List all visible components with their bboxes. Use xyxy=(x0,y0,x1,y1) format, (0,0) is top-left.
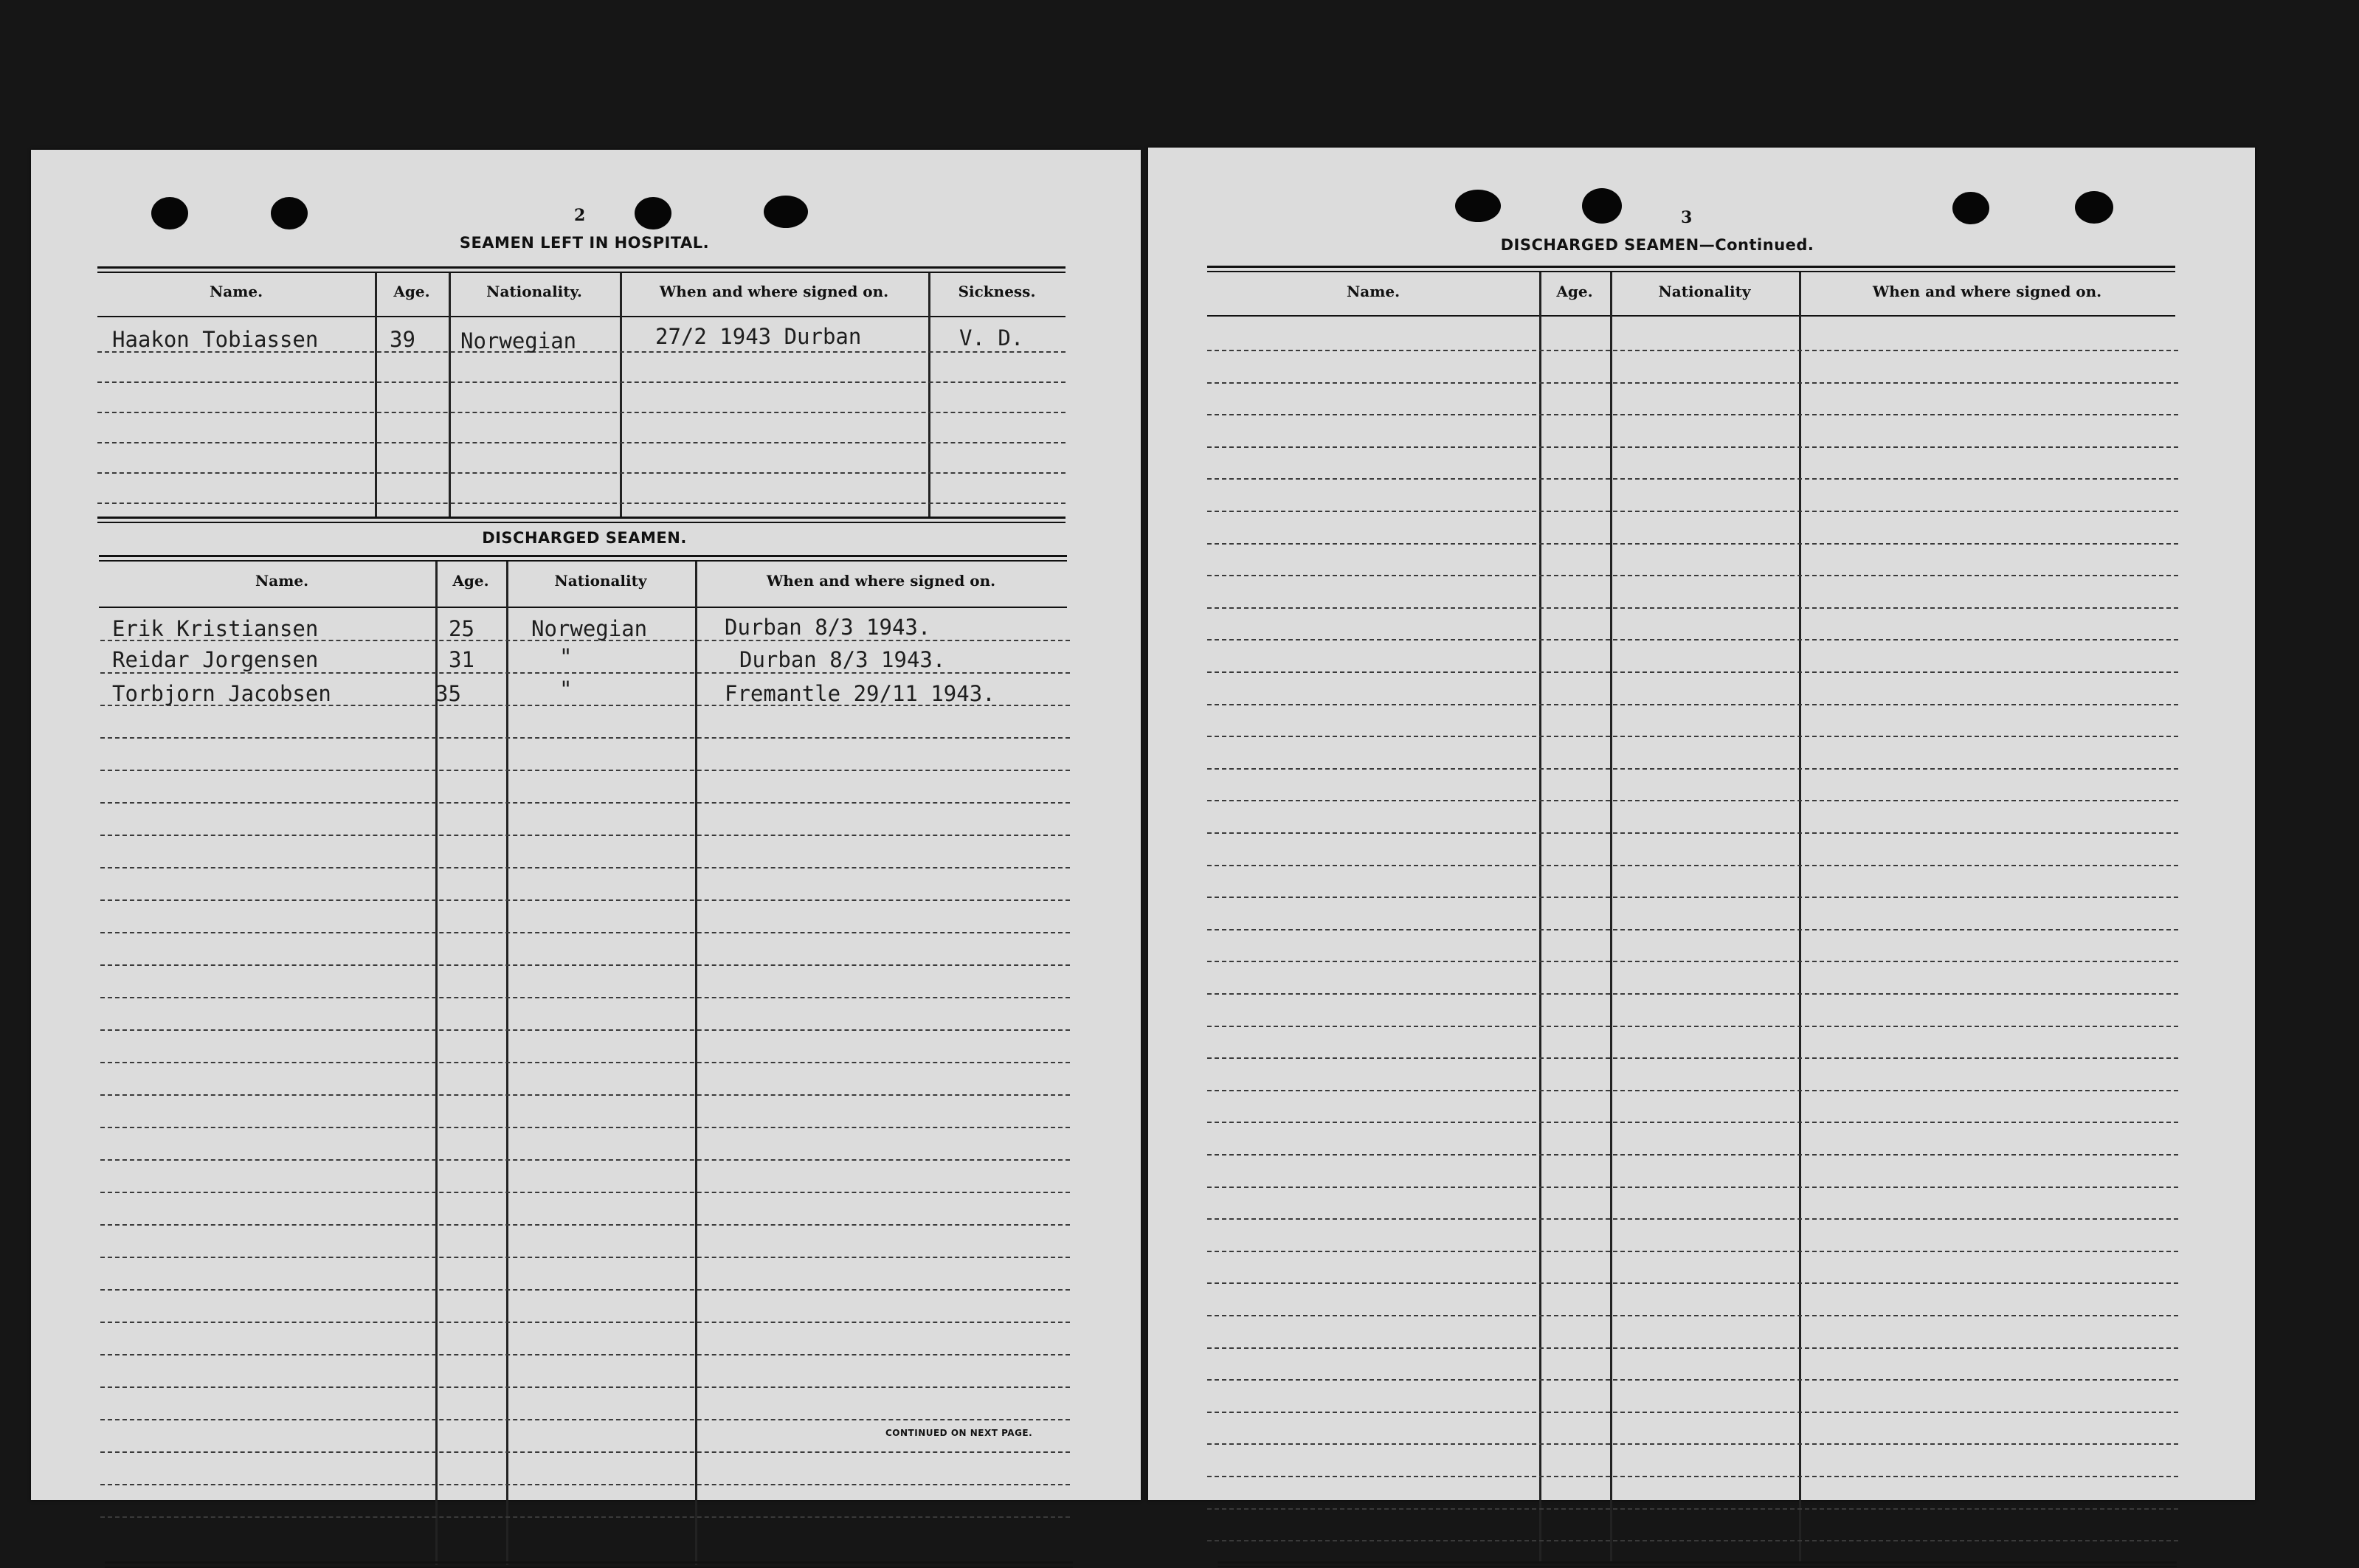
row-line xyxy=(1207,865,2178,866)
discharged-signed-on: Durban 8/3 1943. xyxy=(739,647,946,672)
row-line xyxy=(100,1386,1070,1388)
row-line xyxy=(100,964,1070,966)
hospital-sickness: V. D. xyxy=(959,325,1024,350)
row-line xyxy=(100,1224,1070,1226)
column-divider xyxy=(449,273,451,517)
row-line xyxy=(1207,639,2178,640)
col-head-nationality: Nationality xyxy=(554,572,647,590)
row-line xyxy=(1207,350,2178,351)
row-line xyxy=(100,1062,1070,1063)
row-line xyxy=(1207,704,2178,705)
row-line xyxy=(1207,993,2178,995)
page-number: 2 xyxy=(574,206,586,225)
row-line xyxy=(97,412,1065,413)
row-line xyxy=(100,705,1070,706)
row-line xyxy=(100,1354,1070,1355)
row-line xyxy=(100,770,1070,771)
continued-note: CONTINUED ON NEXT PAGE. xyxy=(885,1428,1033,1438)
col-head-age: Age. xyxy=(452,572,489,590)
discharged-nationality: " xyxy=(559,677,573,702)
row-line xyxy=(100,1289,1070,1291)
row-line xyxy=(1207,1122,2178,1123)
row-line xyxy=(1207,1379,2178,1381)
row-line xyxy=(100,1192,1070,1193)
row-line xyxy=(1207,1057,2178,1059)
row-line xyxy=(100,899,1070,901)
col-head-signed-on: When and where signed on. xyxy=(1872,283,2102,300)
punch-hole xyxy=(271,197,308,229)
row-line xyxy=(97,381,1065,383)
row-line xyxy=(100,1484,1070,1485)
row-line xyxy=(1207,543,2178,545)
table-top-rule xyxy=(99,555,1067,557)
table-top-rule xyxy=(97,272,1065,273)
punch-hole xyxy=(1952,192,1989,224)
punch-hole xyxy=(635,197,671,229)
left-page xyxy=(31,150,1141,1500)
row-line xyxy=(1207,929,2178,930)
section-bottom-rule xyxy=(97,517,1065,519)
row-line xyxy=(1207,511,2178,512)
row-line xyxy=(1207,446,2178,448)
row-line xyxy=(100,672,1070,674)
row-line xyxy=(1207,1154,2178,1156)
discharged-continued-title: DISCHARGED SEAMEN—Continued. xyxy=(1500,236,1814,254)
row-line xyxy=(1207,607,2178,609)
column-divider xyxy=(1610,272,1612,1564)
col-head-name: Name. xyxy=(255,572,309,590)
discharged-nationality: " xyxy=(559,644,573,669)
row-line xyxy=(1207,671,2178,673)
row-line xyxy=(100,1516,1070,1518)
table-bottom-rule xyxy=(105,1561,1073,1564)
right-page xyxy=(1148,148,2255,1500)
row-line xyxy=(1207,800,2178,801)
header-bottom-rule xyxy=(1207,315,2175,317)
row-line xyxy=(100,1257,1070,1258)
row-line xyxy=(97,502,1065,504)
row-line xyxy=(100,1322,1070,1323)
row-line xyxy=(1207,1282,2178,1284)
table-top-rule xyxy=(99,560,1067,562)
row-line xyxy=(100,997,1070,998)
table-top-rule xyxy=(97,266,1065,269)
column-divider xyxy=(506,562,508,1565)
row-line xyxy=(1207,1187,2178,1188)
punch-hole xyxy=(1582,188,1622,224)
header-bottom-rule xyxy=(99,607,1067,608)
row-line xyxy=(1207,1315,2178,1316)
row-line xyxy=(1207,1412,2178,1413)
table-top-rule xyxy=(1207,271,2175,272)
hospital-name: Haakon Tobiassen xyxy=(112,327,319,352)
row-line xyxy=(100,867,1070,868)
col-head-signed-on: When and where signed on. xyxy=(766,572,996,590)
discharged-age: 35 xyxy=(435,681,461,706)
col-head-sickness: Sickness. xyxy=(958,283,1036,300)
row-line xyxy=(100,1451,1070,1453)
col-head-age: Age. xyxy=(1556,283,1593,300)
header-bottom-rule xyxy=(97,316,1065,317)
table-bottom-rule xyxy=(1218,1566,2177,1567)
row-line xyxy=(1207,1347,2178,1349)
row-line xyxy=(97,472,1065,474)
row-line xyxy=(1207,414,2178,415)
row-line xyxy=(1207,768,2178,770)
col-head-age: Age. xyxy=(393,283,430,300)
row-line xyxy=(1207,832,2178,834)
hospital-section-title: SEAMEN LEFT IN HOSPITAL. xyxy=(459,234,710,252)
row-line xyxy=(1207,1026,2178,1027)
page-number: 3 xyxy=(1681,208,1693,227)
punch-hole xyxy=(1455,190,1501,222)
column-divider xyxy=(695,562,697,1565)
column-divider xyxy=(928,273,930,517)
discharged-signed-on: Durban 8/3 1943. xyxy=(725,615,931,640)
table-bottom-rule xyxy=(1218,1561,2177,1564)
discharged-name: Erik Kristiansen xyxy=(112,616,319,641)
discharged-name: Torbjorn Jacobsen xyxy=(112,681,331,706)
discharged-signed-on: Fremantle 29/11 1943. xyxy=(725,681,995,706)
hospital-nationality: Norwegian xyxy=(460,328,577,353)
column-divider xyxy=(1539,272,1541,1564)
row-line xyxy=(1207,961,2178,962)
col-head-signed-on: When and where signed on. xyxy=(659,283,889,300)
column-divider xyxy=(435,562,438,1565)
discharged-age: 31 xyxy=(449,647,474,672)
row-line xyxy=(100,1159,1070,1161)
row-line xyxy=(1207,1508,2178,1510)
row-line xyxy=(100,737,1070,739)
row-line xyxy=(100,640,1070,641)
row-line xyxy=(1207,897,2178,898)
table-top-rule xyxy=(1207,266,2175,268)
hospital-signed-on: 27/2 1943 Durban xyxy=(655,324,862,349)
row-line xyxy=(1207,382,2178,384)
column-divider xyxy=(375,273,377,517)
row-line xyxy=(100,1419,1070,1420)
row-line xyxy=(1207,575,2178,576)
row-line xyxy=(100,1029,1070,1031)
row-line xyxy=(97,442,1065,443)
column-divider xyxy=(620,273,622,517)
discharged-nationality: Norwegian xyxy=(531,616,648,641)
row-line xyxy=(100,1127,1070,1128)
row-line xyxy=(1207,478,2178,480)
row-line xyxy=(1207,1251,2178,1252)
row-line xyxy=(100,802,1070,804)
punch-hole xyxy=(764,196,808,228)
row-line xyxy=(100,835,1070,836)
row-line xyxy=(1207,736,2178,737)
col-head-name: Name. xyxy=(1346,283,1400,300)
hospital-age: 39 xyxy=(390,327,415,352)
section-bottom-rule xyxy=(97,522,1065,523)
col-head-nationality: Nationality xyxy=(1658,283,1751,300)
discharged-age: 25 xyxy=(449,616,474,641)
col-head-nationality: Nationality. xyxy=(486,283,582,300)
discharged-section-title: DISCHARGED SEAMEN. xyxy=(482,529,687,547)
row-line xyxy=(1207,1218,2178,1220)
row-line xyxy=(1207,1476,2178,1477)
row-line xyxy=(100,932,1070,933)
column-divider xyxy=(1799,272,1801,1564)
row-line xyxy=(100,1094,1070,1096)
row-line xyxy=(1207,1090,2178,1091)
discharged-name: Reidar Jorgensen xyxy=(112,647,319,672)
row-line xyxy=(1207,1540,2178,1541)
col-head-name: Name. xyxy=(209,283,263,300)
punch-hole xyxy=(2075,191,2113,224)
punch-hole xyxy=(151,197,188,229)
row-line xyxy=(1207,1443,2178,1445)
